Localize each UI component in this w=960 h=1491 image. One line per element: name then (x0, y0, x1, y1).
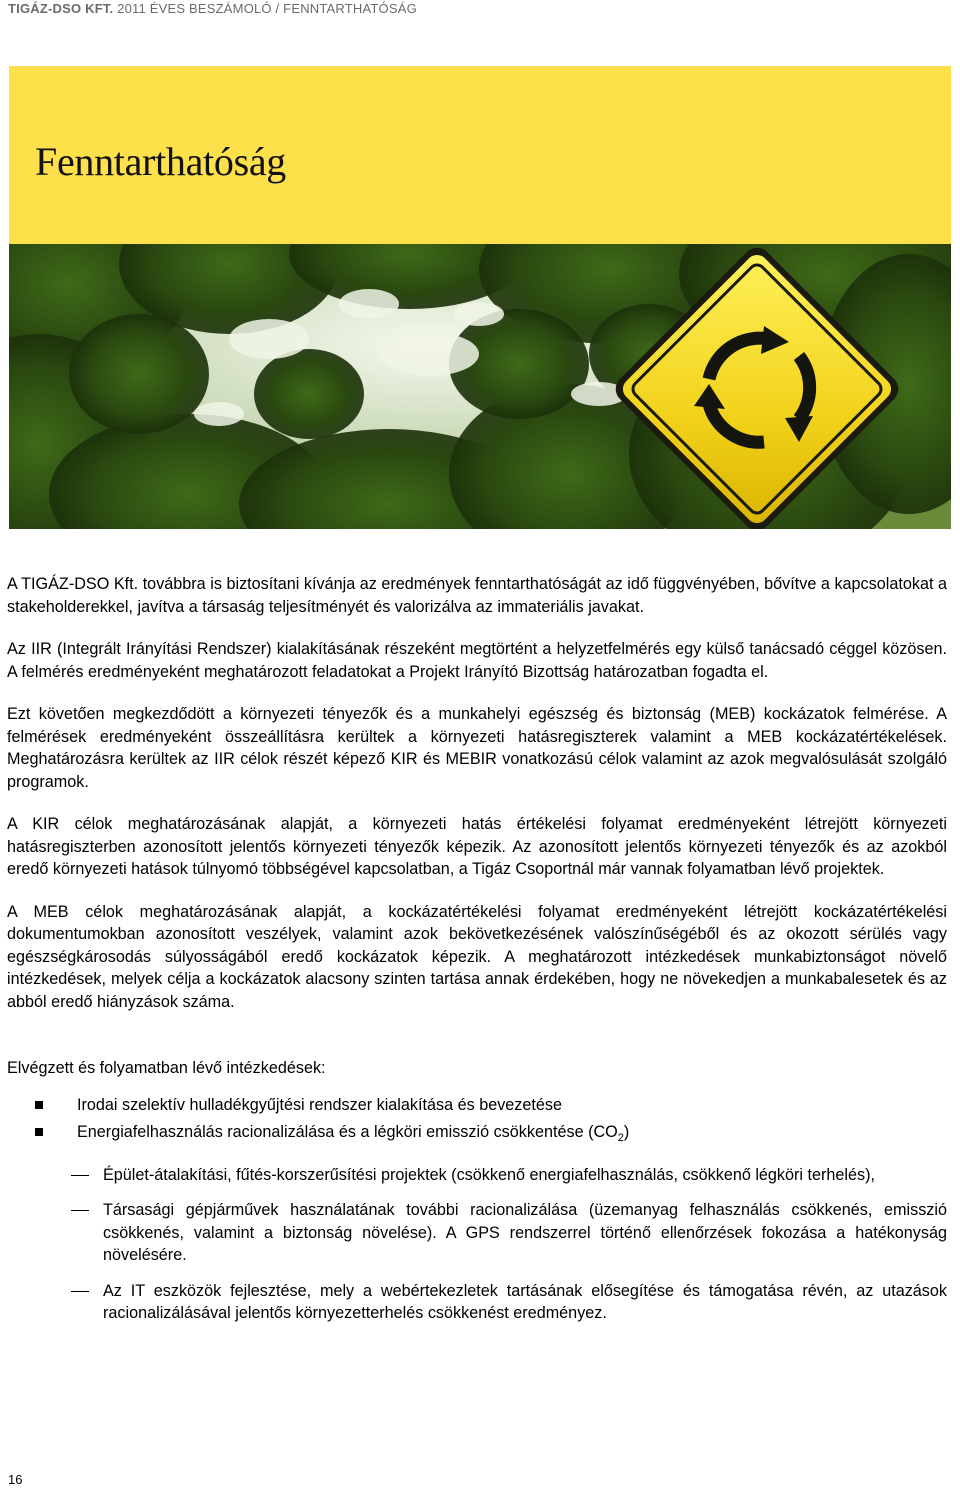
paragraph-meb-assessment: Ezt követően megkezdődött a környezeti tényezők és a munkahelyi egészség és biztonság (MEB) kockázatok felmérése. A felmérések eredményeként összeállításra kerültek a környezeti hatásregiszterek valamint a MEB kockázatértékelések. Meghatározásra kerültek az IIR célok részét képező KIR és MEBIR vonatkozású célok valamint az azok megvalósulását szolgáló programok. (7, 705, 947, 791)
header-report-title: 2011 ÉVES BESZÁMOLÓ / FENNTARTHATÓSÁG (117, 1, 417, 16)
measures-title: Elvégzett és folyamatban lévő intézkedések: (7, 1059, 326, 1077)
list-item-text: Irodai szelektív hulladékgyűjtési rendszer kialakítása és bevezetése (77, 1095, 562, 1114)
header-company: TIGÁZ-DSO KFT. (8, 1, 114, 16)
co2-subscript: 2 (617, 1132, 624, 1145)
sublist-item (7, 1164, 947, 1187)
sublist-item-text: Az IT eszközök fejlesztése, mely a webértekezletek tartásának elősegítése és támogatása révén, az utazások racionalizálásával jelentős környezetterhelés csökkenést eredményez. (103, 1281, 947, 1323)
sublist-item (7, 1280, 947, 1325)
forest-sign-photo (9, 244, 951, 529)
page-number: 16 (8, 1472, 23, 1487)
paragraph-meb-goals: A MEB célok meghatározásának alapját, a kockázatértékelési folyamat eredményeként létrejött kockázatértékelési dokumentumokban azonosított veszélyek, valamint azok bekövetkezésének valószínűségéből és az okozott sérülés vagy egészségkárosodás súlyosságából eredő kockázatok képezik. A meghatározott intézkedések munkabiztonságot növelő intézkedések, melyek célja a kockázatok alacsony szinten tartása annak érdekében, hogy ne növekedjen a munkabalesetek és az abból eredő hiányzások száma. (7, 902, 947, 1011)
paragraph-iir: Az IIR (Integrált Irányítási Rendszer) kialakításának részeként megtörtént a helyzetfelmérés egy külső tanácsadó céggel közösen. A felmérés eredményeként meghatározott feladatokat a Projekt Irányító Bizottság határozatban fogadta el. (7, 640, 947, 681)
paragraph-intro: A TIGÁZ-DSO Kft. továbbra is biztosítani kívánja az eredmények fenntarthatóságát az idő függvényében, bővítve a kapcsolatokat a stakeholderekkel, javítva a társaság teljesítményét és valorizálva az immateriális javakat. (7, 575, 947, 616)
measures-sublist (7, 1164, 947, 1325)
dash-bullet-icon (71, 1175, 89, 1176)
list-item-text: Energiafelhasználás racionalizálása és a légköri emisszió csökkentése (CO (77, 1123, 618, 1141)
sublist-item (7, 1199, 947, 1267)
measures-list (7, 1094, 947, 1150)
running-header (8, 1, 417, 16)
sublist-item-text: Épület-átalakítási, fűtés-korszerűsítési projektek (csökkenő energiafelhasználás, csökkenő légköri terhelés), (103, 1165, 875, 1184)
body-text (7, 573, 947, 1338)
list-item-close-paren: ) (623, 1123, 630, 1141)
sublist-item-text: Társasági gépjárművek használatának további racionalizálása (üzemanyag felhasználás csökkenés, emisszió csökkenés, valamint a biztonság növelése). A GPS rendszerrel történő ellenőrzések fokozása a hatékonyság növelésére. (103, 1201, 947, 1265)
list-item (7, 1094, 947, 1117)
dash-bullet-icon (71, 1291, 89, 1292)
title-banner (9, 66, 951, 244)
square-bullet-icon (35, 1128, 43, 1136)
dash-bullet-icon (71, 1210, 89, 1211)
paragraph-kir-goals: A KIR célok meghatározásának alapját, a környezeti hatás értékelési folyamat eredményeként létrejött környezeti hatásregiszterben azonosított jelentős környezeti tényezők képezik. Az azonosított jelentős környezeti tényezők és az azokból eredő környezeti hatások túlnyomó többségével kapcsolatban, a Tigáz Csoportnál már vannak folyamatban lévő projektek. (7, 815, 947, 878)
page-title: Fenntarthatóság (35, 139, 286, 184)
list-item (7, 1121, 947, 1150)
square-bullet-icon (35, 1101, 43, 1109)
